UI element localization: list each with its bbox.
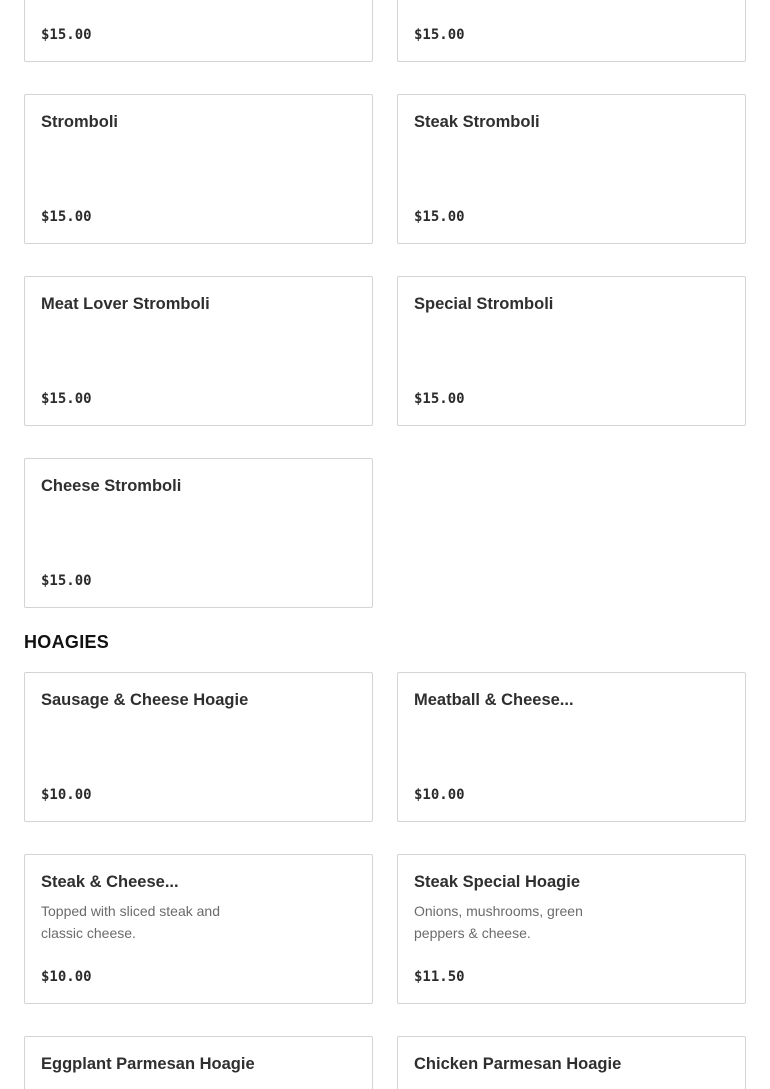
menu-item-card-special-stromboli[interactable] (397, 276, 746, 426)
hoagies-grid (24, 672, 746, 1089)
menu-item-price: $15.00 (41, 391, 92, 407)
menu-item-name: Steak Stromboli (414, 113, 540, 131)
menu-item-name: Eggplant Parmesan Hoagie (41, 1055, 255, 1073)
menu-item-card-chicken-parmesan-hoagie[interactable] (397, 1036, 746, 1089)
menu-item-card-sausage-cheese-hoagie[interactable] (24, 672, 373, 822)
stromboli-grid (24, 0, 746, 608)
menu-item-price: $10.00 (414, 787, 465, 803)
menu-item-price: $11.50 (414, 969, 465, 985)
section-title-hoagies: HOAGIES (24, 632, 110, 652)
menu-item-price: $15.00 (414, 391, 465, 407)
menu-item-price: $15.00 (41, 573, 92, 589)
menu-item-name: Special Stromboli (414, 295, 554, 313)
menu-item-card[interactable] (24, 0, 373, 62)
menu-item-card-stromboli[interactable] (24, 94, 373, 244)
menu-item-price: $15.00 (41, 27, 92, 43)
menu-item-price: $10.00 (41, 969, 92, 985)
menu-item-card-steak-cheese-hoagie[interactable] (24, 854, 373, 1004)
menu-item-card-meatball-cheese-hoagie[interactable] (397, 672, 746, 822)
menu-item-name: Meatball & Cheese... (414, 691, 574, 709)
menu-item-name: Stromboli (41, 113, 118, 131)
menu-item-card-eggplant-parmesan-hoagie[interactable] (24, 1036, 373, 1089)
menu-item-card[interactable] (397, 0, 746, 62)
menu-item-description: Topped with sliced steak and classic cheese. (41, 903, 220, 941)
menu-item-name: Chicken Parmesan Hoagie (414, 1055, 622, 1073)
menu-item-price: $15.00 (414, 27, 465, 43)
menu-item-name: Steak & Cheese... (41, 873, 179, 891)
menu-item-name: Sausage & Cheese Hoagie (41, 691, 249, 709)
menu-item-card-cheese-stromboli[interactable] (24, 458, 373, 608)
menu-item-name: Cheese Stromboli (41, 477, 182, 495)
menu-item-price: $15.00 (414, 209, 465, 225)
menu-item-card-steak-stromboli[interactable] (397, 94, 746, 244)
menu-item-card-steak-special-hoagie[interactable] (397, 854, 746, 1004)
menu-item-name: Meat Lover Stromboli (41, 295, 210, 313)
menu-item-price: $10.00 (41, 787, 92, 803)
menu-item-price: $15.00 (41, 209, 92, 225)
menu-item-name: Steak Special Hoagie (414, 873, 580, 891)
menu-item-card-meat-lover-stromboli[interactable] (24, 276, 373, 426)
menu-item-description: Onions, mushrooms, green peppers & cheese. (414, 903, 583, 941)
